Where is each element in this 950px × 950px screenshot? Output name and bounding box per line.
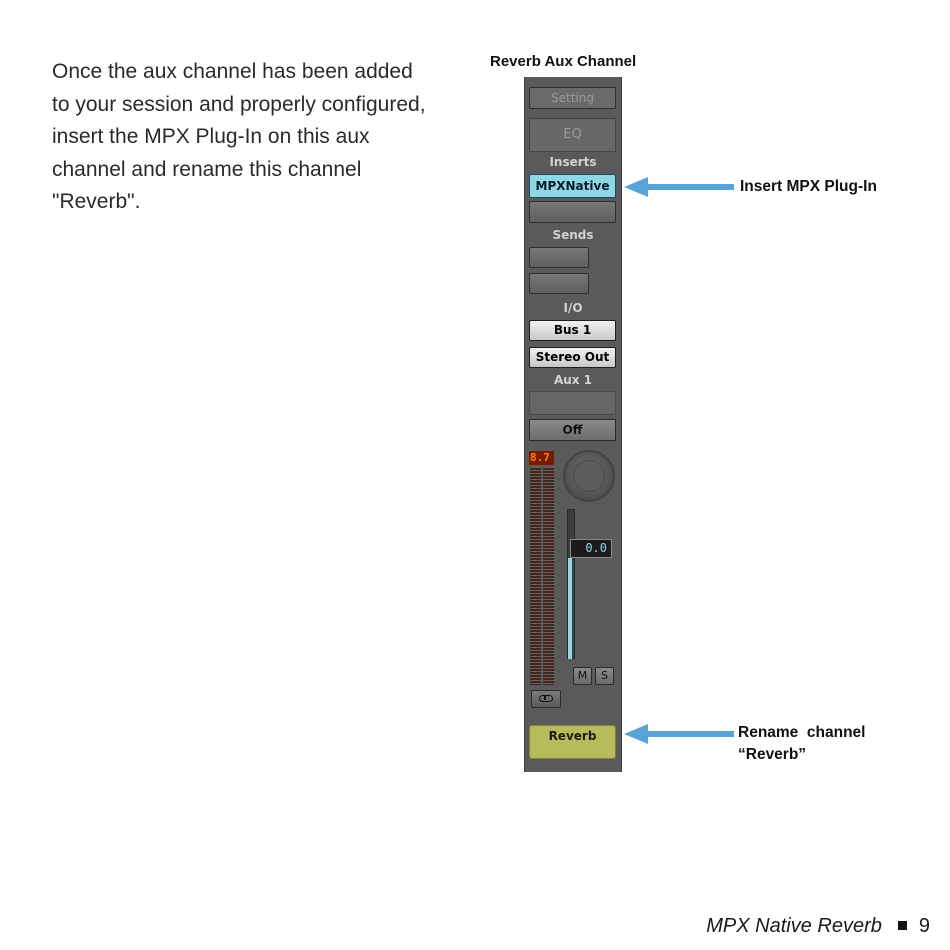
insert-slot-mpxnative[interactable]: MPXNative [529, 174, 616, 198]
level-meter-left [530, 467, 541, 685]
eq-button[interactable]: EQ [529, 118, 616, 152]
automation-mode-button[interactable]: Off [529, 419, 616, 441]
send-slot-2[interactable] [529, 273, 589, 294]
body-paragraph [52, 56, 472, 219]
io-label: I/O [563, 301, 583, 315]
channel-type-label: Aux 1 [553, 373, 593, 387]
stereo-link-button[interactable] [531, 690, 561, 708]
channel-strip [524, 77, 622, 772]
rename-callout-line: “Reverb” [738, 746, 807, 763]
input-button[interactable]: Bus 1 [529, 320, 616, 341]
arrow-left-icon [624, 724, 734, 744]
peak-level-display: 8.7 [529, 451, 554, 465]
inserts-label: Inserts [549, 155, 597, 169]
output-button[interactable]: Stereo Out [529, 347, 616, 368]
body-line: channel and rename this channel [52, 157, 362, 181]
send-slot-1[interactable] [529, 247, 589, 268]
solo-button[interactable]: S [595, 667, 614, 685]
body-line: to your session and properly configured, [52, 92, 426, 116]
mute-button[interactable]: M [573, 667, 592, 685]
channel-name-field[interactable]: Reverb [529, 725, 616, 759]
arrow-head [624, 177, 648, 197]
figure-title: Reverb Aux Channel [490, 53, 637, 70]
page-footer [706, 915, 930, 938]
footer-title: MPX Native Reverb [706, 915, 882, 937]
level-meter-right [543, 467, 554, 685]
body-line: "Reverb". [52, 190, 141, 213]
arrow-left-icon [624, 177, 734, 197]
setting-button[interactable]: Setting [529, 87, 616, 109]
rename-callout [738, 722, 866, 766]
arrow-head [624, 724, 648, 744]
arrow-shaft [646, 184, 734, 190]
page-number: 9 [918, 915, 930, 937]
square-bullet-icon [898, 921, 907, 930]
sends-label: Sends [552, 228, 594, 242]
body-line: Once the aux channel has been added [52, 60, 413, 83]
group-slot[interactable] [529, 391, 616, 415]
volume-fader-level [568, 558, 572, 659]
insert-callout: Insert MPX Plug-In [740, 178, 877, 195]
pan-knob[interactable] [563, 450, 615, 502]
arrow-shaft [646, 731, 734, 737]
body-line: insert the MPX Plug-In on this aux [52, 125, 370, 148]
link-icon [539, 695, 553, 702]
insert-slot-empty[interactable] [529, 201, 616, 223]
pan-knob-cap [573, 460, 605, 492]
rename-callout-line: Rename channel [738, 724, 866, 741]
volume-readout[interactable]: 0.0 [570, 539, 612, 558]
